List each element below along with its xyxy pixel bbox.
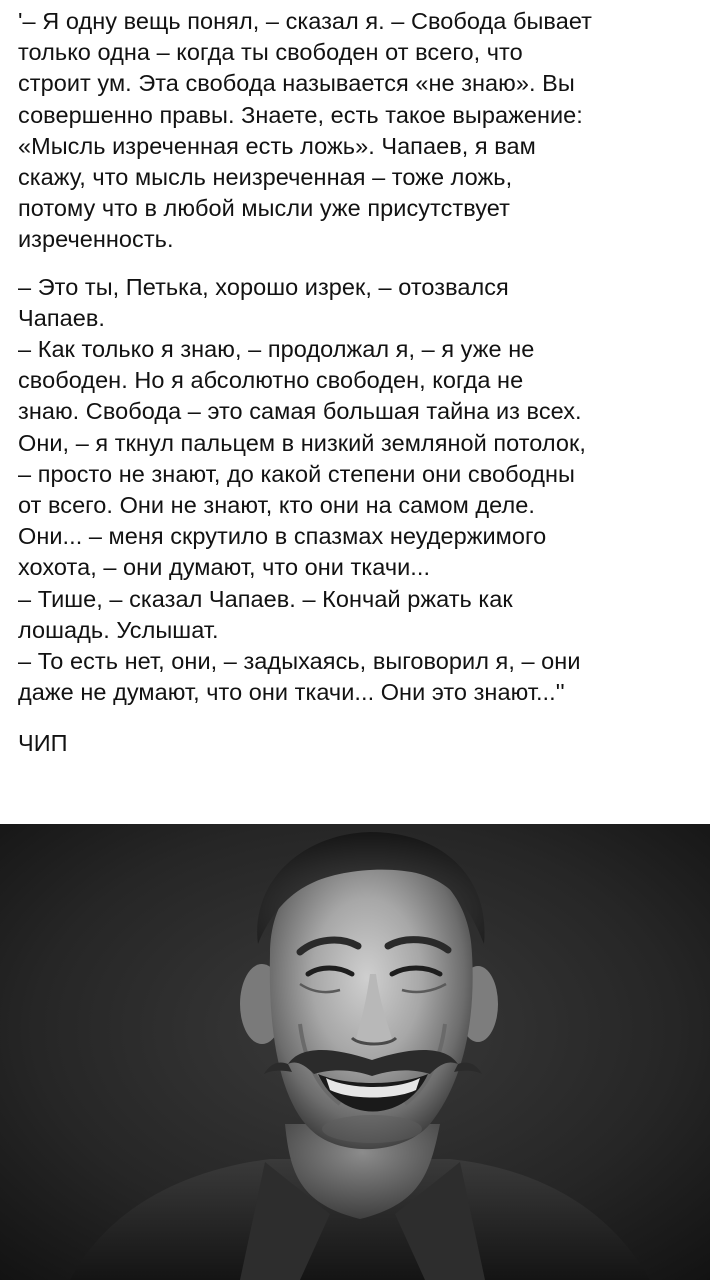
text-line: – Как только я знаю, – продолжал я, – я уже не xyxy=(18,336,535,363)
text-line: – То есть нет, они, – задыхаясь, выговорил я, – они xyxy=(18,648,581,675)
text-line: строит ум. Эта свобода называется «не знаю». Вы xyxy=(18,70,575,97)
text-line: свободен. Но я абсолютно свободен, когда не xyxy=(18,367,524,394)
text-line: лошадь. Услышат. xyxy=(18,616,219,643)
post-text xyxy=(18,6,698,760)
paragraph-spacer xyxy=(18,256,698,272)
text-line: от всего. Они не знают, кто они на самом деле. xyxy=(18,492,535,519)
text-line: – Тише, – сказал Чапаев. – Кончай ржать как xyxy=(18,585,513,612)
text-line: только одна – когда ты свободен от всего, что xyxy=(18,39,523,66)
photo-laughing-man xyxy=(0,824,710,1280)
text-line: изреченность. xyxy=(18,226,174,253)
paragraph-2 xyxy=(18,272,698,709)
text-line: «Мысль изреченная есть ложь». Чапаев, я вам xyxy=(18,132,536,159)
text-line: знаю. Свобода – это самая большая тайна из всех. xyxy=(18,398,582,425)
text-line: '– Я одну вещь понял, – сказал я. – Свобода бывает xyxy=(18,8,592,34)
chin-shadow xyxy=(322,1115,422,1143)
paragraph-1 xyxy=(18,6,698,256)
signature: ЧИП xyxy=(18,730,68,757)
text-line: – Это ты, Петька, хорошо изрек, – отозвался xyxy=(18,273,509,300)
text-line: Они, – я ткнул пальцем в низкий земляной потолок, xyxy=(18,429,586,456)
text-line: – просто не знают, до какой степени они свободны xyxy=(18,460,575,487)
text-line: Они... – меня скрутило в спазмах неудержимого xyxy=(18,523,547,550)
text-line: скажу, что мысль неизреченная – тоже ложь, xyxy=(18,164,513,191)
text-line: даже не думают, что они ткачи... Они это знают...'' xyxy=(18,679,565,706)
signature-spacer xyxy=(18,708,698,728)
text-line: совершенно правы. Знаете, есть такое выражение: xyxy=(18,101,583,128)
text-line: хохота, – они думают, что они ткачи... xyxy=(18,554,431,581)
photo-illustration xyxy=(0,824,710,1280)
text-line: потому что в любой мысли уже присутствует xyxy=(18,195,510,222)
text-line: Чапаев. xyxy=(18,304,105,331)
